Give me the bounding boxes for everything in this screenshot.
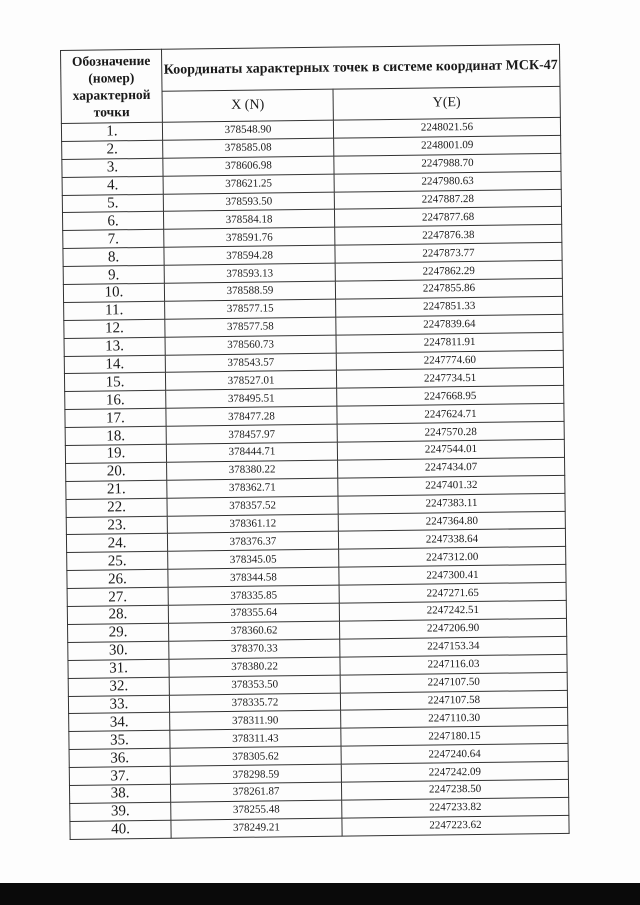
point-number-cell: 17. xyxy=(65,408,166,427)
y-coordinate-cell: 2247383.11 xyxy=(338,493,565,514)
point-number-cell: 2. xyxy=(62,140,163,159)
x-coordinate-cell: 378370.33 xyxy=(169,639,340,659)
y-coordinate-cell: 2247180.15 xyxy=(341,726,568,747)
x-coordinate-cell: 378593.13 xyxy=(164,263,335,283)
y-coordinate-cell: 2247364.80 xyxy=(338,511,565,532)
x-coordinate-cell: 378585.08 xyxy=(163,138,334,158)
point-number-cell: 16. xyxy=(65,391,166,410)
y-coordinate-cell: 2247153.34 xyxy=(340,636,567,657)
point-number-cell: 40. xyxy=(70,820,171,839)
x-coordinate-cell: 378560.73 xyxy=(165,335,336,355)
point-number-cell: 38. xyxy=(69,784,170,803)
x-coordinate-cell: 378344.58 xyxy=(168,567,339,587)
header-x: X (N) xyxy=(162,89,333,123)
y-coordinate-cell: 2247116.03 xyxy=(340,654,567,675)
y-coordinate-cell: 2247988.70 xyxy=(334,153,561,174)
point-number-cell: 18. xyxy=(65,426,166,445)
x-coordinate-cell: 378353.50 xyxy=(169,675,340,695)
point-number-cell: 21. xyxy=(66,480,167,499)
point-number-cell: 35. xyxy=(69,730,170,749)
x-coordinate-cell: 378311.90 xyxy=(170,711,341,731)
point-number-cell: 31. xyxy=(68,659,169,678)
point-number-cell: 5. xyxy=(62,194,163,213)
point-number-cell: 32. xyxy=(68,677,169,696)
point-number-cell: 10. xyxy=(63,283,164,302)
header-coordinates-title: Координаты характерных точек в системе координат МСК-47 xyxy=(161,44,559,90)
x-coordinate-cell: 378345.05 xyxy=(168,550,339,570)
y-coordinate-cell: 2247434.07 xyxy=(338,457,565,478)
point-number-cell: 4. xyxy=(62,176,163,195)
point-number-cell: 7. xyxy=(63,230,164,249)
point-number-cell: 8. xyxy=(63,247,164,266)
x-coordinate-cell: 378355.64 xyxy=(168,603,339,623)
scan-edge-bar xyxy=(0,883,640,905)
x-coordinate-cell: 378361.12 xyxy=(167,514,338,534)
y-coordinate-cell: 2247238.50 xyxy=(341,779,568,800)
point-number-cell: 27. xyxy=(67,587,168,606)
x-coordinate-cell: 378335.85 xyxy=(168,585,339,605)
point-number-cell: 20. xyxy=(66,462,167,481)
point-number-cell: 25. xyxy=(67,552,168,571)
y-coordinate-cell: 2247876.38 xyxy=(335,225,562,246)
x-coordinate-cell: 378477.28 xyxy=(166,406,337,426)
y-coordinate-cell: 2247107.50 xyxy=(340,672,567,693)
y-coordinate-cell: 2247570.28 xyxy=(337,422,564,443)
y-coordinate-cell: 2247855.86 xyxy=(335,278,562,299)
y-coordinate-cell: 2247668.95 xyxy=(337,386,564,407)
y-coordinate-cell: 2247851.33 xyxy=(336,296,563,317)
x-coordinate-cell: 378527.01 xyxy=(165,371,336,391)
point-number-cell: 15. xyxy=(64,373,165,392)
x-coordinate-cell: 378311.43 xyxy=(170,728,341,748)
point-number-cell: 11. xyxy=(64,301,165,320)
point-number-cell: 1. xyxy=(61,122,162,141)
y-coordinate-cell: 2247240.64 xyxy=(341,744,568,765)
y-coordinate-cell: 2247312.00 xyxy=(339,547,566,568)
point-number-cell: 13. xyxy=(64,337,165,356)
x-coordinate-cell: 378362.71 xyxy=(167,478,338,498)
y-coordinate-cell: 2247223.62 xyxy=(342,815,569,836)
point-number-cell: 19. xyxy=(65,444,166,463)
x-coordinate-cell: 378588.59 xyxy=(164,281,335,301)
x-coordinate-cell: 378584.18 xyxy=(163,210,334,230)
point-number-cell: 39. xyxy=(70,802,171,821)
point-number-cell: 23. xyxy=(66,516,167,535)
y-coordinate-cell: 2247887.28 xyxy=(334,189,561,210)
point-number-cell: 37. xyxy=(69,766,170,785)
x-coordinate-cell: 378261.87 xyxy=(170,782,341,802)
y-coordinate-cell: 2247734.51 xyxy=(336,368,563,389)
y-coordinate-cell: 2247811.91 xyxy=(336,332,563,353)
y-coordinate-cell: 2247338.64 xyxy=(338,529,565,550)
x-coordinate-cell: 378577.58 xyxy=(165,317,336,337)
point-number-cell: 33. xyxy=(68,695,169,714)
y-coordinate-cell: 2247401.32 xyxy=(338,475,565,496)
x-coordinate-cell: 378380.22 xyxy=(167,460,338,480)
x-coordinate-cell: 378444.71 xyxy=(166,442,337,462)
point-number-cell: 14. xyxy=(64,355,165,374)
point-number-cell: 26. xyxy=(67,569,168,588)
y-coordinate-cell: 2247774.60 xyxy=(336,350,563,371)
point-number-cell: 3. xyxy=(62,158,163,177)
y-coordinate-cell: 2247206.90 xyxy=(339,618,566,639)
y-coordinate-cell: 2247877.68 xyxy=(334,207,561,228)
y-coordinate-cell: 2247624.71 xyxy=(337,404,564,425)
y-coordinate-cell: 2247839.64 xyxy=(336,314,563,335)
header-point-number: Обозначение (номер) характерной точки xyxy=(61,49,163,123)
point-number-cell: 9. xyxy=(63,265,164,284)
coordinates-table xyxy=(60,44,570,840)
x-coordinate-cell: 378380.22 xyxy=(169,657,340,677)
x-coordinate-cell: 378249.21 xyxy=(171,818,342,838)
point-number-cell: 28. xyxy=(67,605,168,624)
x-coordinate-cell: 378594.28 xyxy=(164,245,335,265)
y-coordinate-cell: 2247107.58 xyxy=(340,690,567,711)
x-coordinate-cell: 378543.57 xyxy=(165,353,336,373)
point-number-cell: 34. xyxy=(69,713,170,732)
x-coordinate-cell: 378376.37 xyxy=(167,532,338,552)
x-coordinate-cell: 378495.51 xyxy=(166,389,337,409)
y-coordinate-cell: 2247110.30 xyxy=(341,708,568,729)
x-coordinate-cell: 378548.90 xyxy=(162,120,333,140)
y-coordinate-cell: 2247980.63 xyxy=(334,171,561,192)
y-coordinate-cell: 2247242.09 xyxy=(341,761,568,782)
y-coordinate-cell: 2248001.09 xyxy=(334,135,561,156)
x-coordinate-cell: 378360.62 xyxy=(169,621,340,641)
x-coordinate-cell: 378606.98 xyxy=(163,156,334,176)
point-number-cell: 36. xyxy=(69,748,170,767)
point-number-cell: 24. xyxy=(66,534,167,553)
x-coordinate-cell: 378305.62 xyxy=(170,746,341,766)
y-coordinate-cell: 2247233.82 xyxy=(342,797,569,818)
x-coordinate-cell: 378593.50 xyxy=(163,192,334,212)
x-coordinate-cell: 378621.25 xyxy=(163,174,334,194)
x-coordinate-cell: 378457.97 xyxy=(166,424,337,444)
y-coordinate-cell: 2247300.41 xyxy=(339,565,566,586)
x-coordinate-cell: 378255.48 xyxy=(171,800,342,820)
x-coordinate-cell: 378298.59 xyxy=(170,764,341,784)
y-coordinate-cell: 2247271.65 xyxy=(339,583,566,604)
x-coordinate-cell: 378357.52 xyxy=(167,496,338,516)
point-number-cell: 12. xyxy=(64,319,165,338)
x-coordinate-cell: 378577.15 xyxy=(165,299,336,319)
point-number-cell: 22. xyxy=(66,498,167,517)
x-coordinate-cell: 378335.72 xyxy=(169,693,340,713)
x-coordinate-cell: 378591.76 xyxy=(164,228,335,248)
y-coordinate-cell: 2247544.01 xyxy=(337,439,564,460)
y-coordinate-cell: 2247242.51 xyxy=(339,600,566,621)
y-coordinate-cell: 2248021.56 xyxy=(333,117,560,138)
y-coordinate-cell: 2247873.77 xyxy=(335,243,562,264)
y-coordinate-cell: 2247862.29 xyxy=(335,261,562,282)
table-body xyxy=(61,117,569,839)
header-y: Y(E) xyxy=(333,86,560,120)
point-number-cell: 6. xyxy=(62,212,163,231)
point-number-cell: 29. xyxy=(68,623,169,642)
point-number-cell: 30. xyxy=(68,641,169,660)
